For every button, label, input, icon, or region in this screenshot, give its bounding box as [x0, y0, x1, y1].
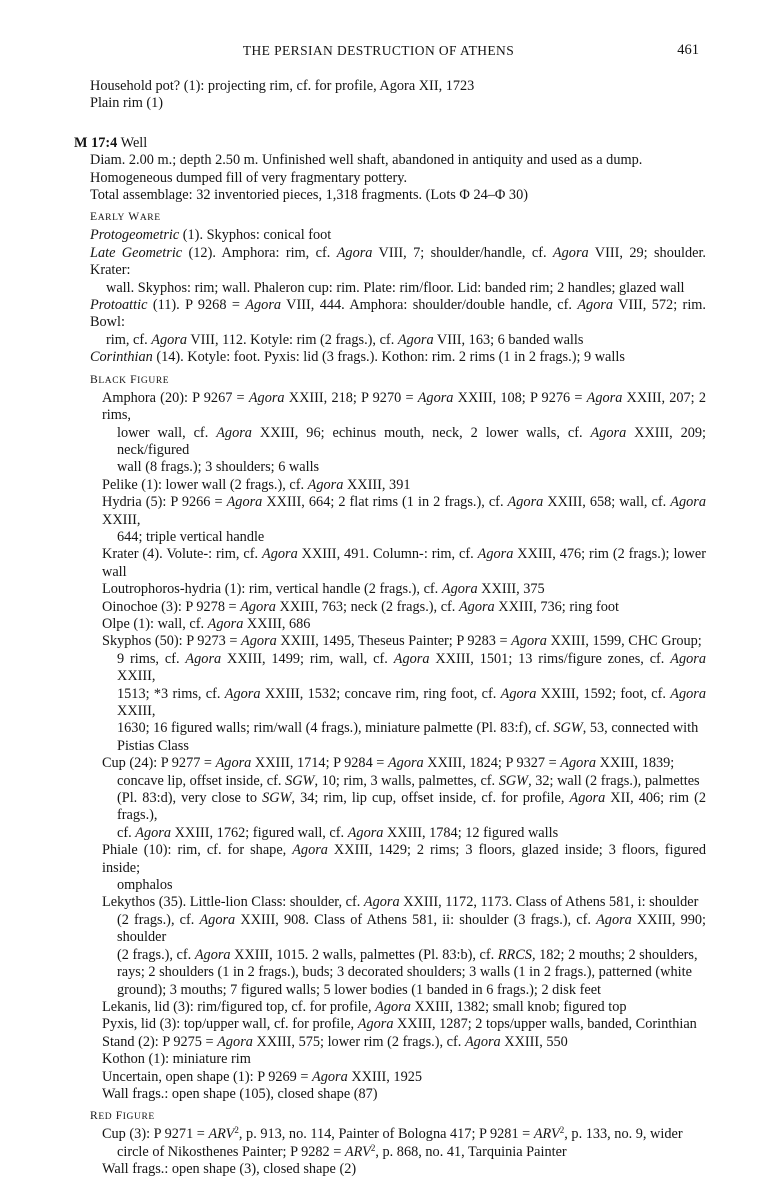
well-type: Well [120, 134, 148, 151]
catalogue-entry: Lekythos (35). Little-lion Class: shoulder, cf. Agora XXIII, 1172, 1173. Class of Athens 581, i: shoulder (2 frags.), cf. Agora XXIII, 908. Class of Athens 581, ii: shoulder (3 frags.), cf. Agora XXIII, 990; shoulder (2 frags.), cf. Agora XXIII, 1015. 2 walls, palmettes (Pl. 83:b), cf. RRCS, 182; 2 mouths; 2 shoulders, rays; 2 shoulders (1 in 2 frags.), buds; 3 decorated shoulders; 3 walls (1 in 2 frags.), patterned (white ground); 3 mouths; 7 figured walls; 5 lower bodies (1 banded in 6 frags.); 2 disk feet [102, 894, 706, 998]
catalogue-entry: Protogeometric (1). Skyphos: conical foot [90, 227, 332, 244]
well-description-line: Diam. 2.00 m.; depth 2.50 m. Unfinished well shaft, abandoned in antiquity and used as a dump. [90, 152, 643, 169]
catalogue-entry: Kothon (1): miniature rim [102, 1051, 251, 1068]
well-id: M 17:4 [74, 134, 118, 151]
catalogue-entry: Stand (2): P 9275 = Agora XXIII, 575; lower rim (2 frags.), cf. Agora XXIII, 550 [102, 1033, 568, 1050]
catalogue-entry: Pelike (1): lower wall (2 frags.), cf. Agora XXIII, 391 [102, 476, 411, 493]
well-description-line: Total assemblage: 32 inventoried pieces, 1,318 fragments. (Lots Φ 24–Φ 30) [90, 187, 528, 204]
section-heading-red-figure: RED FIGURE [90, 1109, 155, 1123]
catalogue-entry: Cup (24): P 9277 = Agora XXIII, 1714; P 9284 = Agora XXIII, 1824; P 9327 = Agora XXIII, 1839; concave lip, offset inside, cf. SGW, 10; rim, 3 walls, palmettes, cf. SGW, 32; wall (2 frags.), palmettes (Pl. 83:d), very close to SGW, 34; rim, lip cup, offset inside, cf. for profile, Agora XII, 406; rim (2 frags.), cf. Agora XXIII, 1762; figured wall, cf. Agora XXIII, 1784; 12 figured walls [102, 755, 706, 841]
catalogue-entry: Pyxis, lid (3): top/upper wall, cf. for profile, Agora XXIII, 1287; 2 tops/upper walls, banded, Corinthian [102, 1016, 697, 1033]
running-title: THE PERSIAN DESTRUCTION OF ATHENS [242, 43, 515, 58]
well-heading [74, 135, 706, 152]
catalogue-entry: Hydria (5): P 9266 = Agora XXIII, 664; 2 flat rims (1 in 2 frags.), cf. Agora XXIII, 658; wall, cf. Agora XXIII, 644; triple vertical handle [102, 494, 706, 545]
catalogue-entry: Wall frags.: open shape (105), closed shape (87) [102, 1085, 378, 1102]
catalogue-entry: Corinthian (14). Kotyle: foot. Pyxis: lid (3 frags.). Kothon: rim. 2 rims (1 in 2 frags.); 9 walls [90, 349, 625, 366]
catalogue-entry: Olpe (1): wall, cf. Agora XXIII, 686 [102, 615, 311, 632]
page-body [74, 78, 706, 1179]
page-number: 461 [677, 42, 699, 58]
carryover-line: Plain rim (1) [90, 95, 164, 112]
catalogue-entry: Skyphos (50): P 9273 = Agora XXIII, 1495, Theseus Painter; P 9283 = Agora XXIII, 1599, CHC Group; 9 rims, cf. Agora XXIII, 1499; rim, wall, cf. Agora XXIII, 1501; 13 rims/figure zones, cf. Agora XXIII, 1513; *3 rims, cf. Agora XXIII, 1532; concave rim, ring foot, cf. Agora XXIII, 1592; foot, cf. Agora XXIII, 1630; 16 figured walls; rim/wall (4 frags.), miniature palmette (Pl. 83:f), cf. SGW, 53, connected with Pistias Class [102, 633, 706, 754]
catalogue-entry: Lekanis, lid (3): rim/figured top, cf. for profile, Agora XXIII, 1382; small knob; figured top [102, 998, 627, 1015]
carryover-line: Household pot? (1): projecting rim, cf. for profile, Agora XII, 1723 [90, 78, 475, 94]
running-header [0, 38, 757, 64]
catalogue-entry: Krater (4). Volute-: rim, cf. Agora XXIII, 491. Column-: rim, cf. Agora XXIII, 476; rim (2 frags.); lower wall [102, 546, 706, 580]
catalogue-entry: Amphora (20): P 9267 = Agora XXIII, 218; P 9270 = Agora XXIII, 108; P 9276 = Agora XXIII, 207; 2 rims, lower wall, cf. Agora XXIII, 96; echinus mouth, neck, 2 lower walls, cf. Agora XXIII, 209; neck/figured wall (8 frags.); 3 shoulders; 6 walls [102, 389, 706, 476]
section-heading-black-figure: BLACK FIGURE [90, 372, 170, 386]
catalogue-entry: Protoattic (11). P 9268 = Agora VIII, 444. Amphora: shoulder/double handle, cf. Agora VIII, 572; rim. Bowl: rim, cf. Agora VIII, 112. Kotyle: rim (2 frags.), cf. Agora VIII, 163; 6 banded walls [90, 297, 706, 348]
catalogue-entry: Late Geometric (12). Amphora: rim, cf. Agora VIII, 7; shoulder/handle, cf. Agora VIII, 29; shoulder. Krater: wall. Skyphos: rim; wall. Phaleron cup: rim. Plate: rim/floor. Lid: banded rim; 2 handles; glazed wall [90, 244, 706, 296]
catalogue-entry: Cup (3): P $9271 = ARV^2$, p. 913, no. 114, Painter of Bologna 417; P $9281 = ARV^2$, p. 133, no. 9, wider circle of Nikosthenes Painter; P $9282 = ARV^2$, p. 868, no. 41, Tarquinia Painter [102, 1125, 683, 1160]
section-heading-early-ware: EARLY WARE [90, 210, 161, 224]
catalogue-entry: Uncertain, open shape (1): P 9269 = Agora XXIII, 1925 [102, 1068, 423, 1085]
catalogue-entry: Wall frags.: open shape (3), closed shape (2) [102, 1161, 357, 1178]
catalogue-entry: Loutrophoros-hydria (1): rim, vertical handle (2 frags.), cf. Agora XXIII, 375 [102, 581, 545, 598]
catalogue-entry: Oinochoe (3): P 9278 = Agora XXIII, 763; neck (2 frags.), cf. Agora XXIII, 736; ring foot [102, 598, 619, 615]
catalogue-entry: Phiale (10): rim, cf. for shape, Agora XXIII, 1429; 2 rims; 3 floors, glazed inside; 3 floors, figured inside; omphalos [102, 842, 706, 894]
well-description-line: Homogeneous dumped fill of very fragmentary pottery. [90, 169, 408, 186]
